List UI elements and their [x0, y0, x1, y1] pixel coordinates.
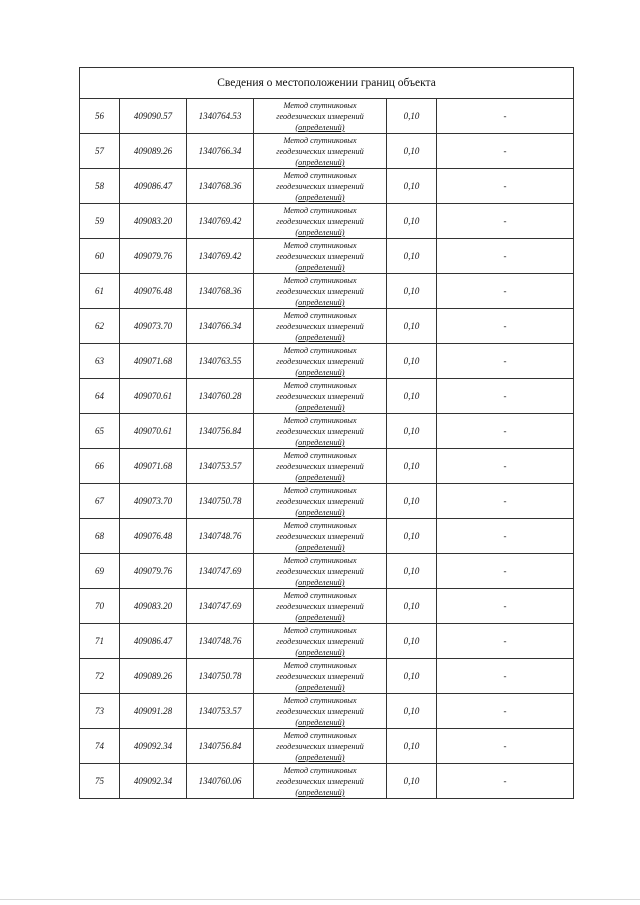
point-number: 73: [80, 694, 120, 729]
precision-value: 0,10: [387, 309, 437, 344]
table-row: [80, 309, 574, 344]
coord-x: 409076.48: [120, 274, 187, 309]
method-line3: (определений): [295, 717, 345, 727]
precision-value: 0,10: [387, 169, 437, 204]
method-line3: (определений): [295, 192, 345, 202]
method-line3: (определений): [295, 367, 345, 377]
method-cell: [254, 379, 387, 414]
precision-value: 0,10: [387, 624, 437, 659]
method-line1: Метод спутниковых: [283, 660, 357, 670]
precision-value: 0,10: [387, 274, 437, 309]
method-line3: (определений): [295, 787, 345, 797]
method-line1: Метод спутниковых: [283, 590, 357, 600]
point-number: 68: [80, 519, 120, 554]
coord-y: 1340747.69: [187, 554, 254, 589]
coord-y: 1340753.57: [187, 449, 254, 484]
method-line2: геодезических измерений: [276, 251, 364, 261]
method-line1: Метод спутниковых: [283, 100, 357, 110]
coord-y: 1340766.34: [187, 134, 254, 169]
method-cell: [254, 344, 387, 379]
method-line2: геодезических измерений: [276, 531, 364, 541]
point-number: 71: [80, 624, 120, 659]
method-line1: Метод спутниковых: [283, 555, 357, 565]
coord-y: 1340764.53: [187, 99, 254, 134]
coord-x: 409089.26: [120, 134, 187, 169]
coord-y: 1340748.76: [187, 624, 254, 659]
precision-value: 0,10: [387, 554, 437, 589]
method-cell: [254, 239, 387, 274]
point-number: 59: [80, 204, 120, 239]
method-line1: Метод спутниковых: [283, 730, 357, 740]
method-line3: (определений): [295, 262, 345, 272]
method-line1: Метод спутниковых: [283, 240, 357, 250]
coord-y: 1340768.36: [187, 274, 254, 309]
method-line2: геодезических измерений: [276, 496, 364, 506]
method-line1: Метод спутниковых: [283, 310, 357, 320]
table-row: [80, 519, 574, 554]
method-line3: (определений): [295, 752, 345, 762]
method-cell: [254, 694, 387, 729]
method-cell: [254, 554, 387, 589]
method-cell: [254, 99, 387, 134]
table-row: [80, 694, 574, 729]
method-line1: Метод спутниковых: [283, 275, 357, 285]
method-line3: (определений): [295, 577, 345, 587]
coord-x: 409086.47: [120, 624, 187, 659]
table-row: [80, 624, 574, 659]
point-number: 75: [80, 764, 120, 799]
note-value: -: [437, 484, 574, 519]
table-title: Сведения о местоположении границ объекта: [80, 68, 574, 99]
point-number: 64: [80, 379, 120, 414]
method-cell: [254, 729, 387, 764]
coord-y: 1340763.55: [187, 344, 254, 379]
note-value: -: [437, 274, 574, 309]
method-cell: [254, 274, 387, 309]
precision-value: 0,10: [387, 764, 437, 799]
page-bottom-rule: [0, 899, 640, 900]
note-value: -: [437, 379, 574, 414]
table-row: [80, 449, 574, 484]
precision-value: 0,10: [387, 344, 437, 379]
coord-x: 409073.70: [120, 309, 187, 344]
method-line3: (определений): [295, 157, 345, 167]
coord-x: 409083.20: [120, 204, 187, 239]
table-row: [80, 239, 574, 274]
coord-x: 409091.28: [120, 694, 187, 729]
method-line2: геодезических измерений: [276, 461, 364, 471]
point-number: 61: [80, 274, 120, 309]
coord-y: 1340760.28: [187, 379, 254, 414]
coord-x: 409073.70: [120, 484, 187, 519]
point-number: 67: [80, 484, 120, 519]
table-row: [80, 379, 574, 414]
coord-x: 409092.34: [120, 764, 187, 799]
point-number: 70: [80, 589, 120, 624]
table-row: [80, 554, 574, 589]
note-value: -: [437, 624, 574, 659]
coord-x: 409083.20: [120, 589, 187, 624]
method-line1: Метод спутниковых: [283, 450, 357, 460]
note-value: -: [437, 694, 574, 729]
method-line2: геодезических измерений: [276, 426, 364, 436]
precision-value: 0,10: [387, 729, 437, 764]
precision-value: 0,10: [387, 204, 437, 239]
method-line3: (определений): [295, 122, 345, 132]
note-value: -: [437, 554, 574, 589]
coord-x: 409076.48: [120, 519, 187, 554]
table-body: [80, 99, 574, 799]
precision-value: 0,10: [387, 519, 437, 554]
method-line3: (определений): [295, 647, 345, 657]
method-line1: Метод спутниковых: [283, 170, 357, 180]
method-cell: [254, 449, 387, 484]
precision-value: 0,10: [387, 414, 437, 449]
method-cell: [254, 134, 387, 169]
table-row: [80, 414, 574, 449]
method-line1: Метод спутниковых: [283, 415, 357, 425]
method-line1: Метод спутниковых: [283, 380, 357, 390]
coord-y: 1340753.57: [187, 694, 254, 729]
point-number: 65: [80, 414, 120, 449]
method-line3: (определений): [295, 507, 345, 517]
method-line1: Метод спутниковых: [283, 205, 357, 215]
method-cell: [254, 519, 387, 554]
table-row: [80, 344, 574, 379]
coord-x: 409086.47: [120, 169, 187, 204]
point-number: 58: [80, 169, 120, 204]
table-row: [80, 764, 574, 799]
precision-value: 0,10: [387, 694, 437, 729]
coord-x: 409071.68: [120, 449, 187, 484]
note-value: -: [437, 414, 574, 449]
method-line3: (определений): [295, 227, 345, 237]
precision-value: 0,10: [387, 239, 437, 274]
method-line2: геодезических измерений: [276, 286, 364, 296]
method-line3: (определений): [295, 437, 345, 447]
method-line3: (определений): [295, 297, 345, 307]
method-line2: геодезических измерений: [276, 706, 364, 716]
coord-x: 409090.57: [120, 99, 187, 134]
method-line2: геодезических измерений: [276, 671, 364, 681]
point-number: 57: [80, 134, 120, 169]
method-cell: [254, 169, 387, 204]
note-value: -: [437, 204, 574, 239]
table-row: [80, 274, 574, 309]
precision-value: 0,10: [387, 449, 437, 484]
method-line3: (определений): [295, 542, 345, 552]
method-line2: геодезических измерений: [276, 776, 364, 786]
point-number: 56: [80, 99, 120, 134]
point-number: 74: [80, 729, 120, 764]
method-line2: геодезических измерений: [276, 566, 364, 576]
precision-value: 0,10: [387, 659, 437, 694]
note-value: -: [437, 239, 574, 274]
table-row: [80, 204, 574, 239]
method-cell: [254, 764, 387, 799]
method-line3: (определений): [295, 402, 345, 412]
note-value: -: [437, 344, 574, 379]
precision-value: 0,10: [387, 379, 437, 414]
point-number: 69: [80, 554, 120, 589]
point-number: 72: [80, 659, 120, 694]
coord-x: 409089.26: [120, 659, 187, 694]
coord-x: 409071.68: [120, 344, 187, 379]
note-value: -: [437, 169, 574, 204]
method-line1: Метод спутниковых: [283, 695, 357, 705]
method-line2: геодезических измерений: [276, 391, 364, 401]
coord-y: 1340756.84: [187, 729, 254, 764]
table-row: [80, 484, 574, 519]
method-line2: геодезических измерений: [276, 181, 364, 191]
coord-y: 1340766.34: [187, 309, 254, 344]
method-line1: Метод спутниковых: [283, 765, 357, 775]
table-row: [80, 659, 574, 694]
method-cell: [254, 589, 387, 624]
coord-x: 409079.76: [120, 554, 187, 589]
boundary-coordinates-table: [79, 67, 574, 799]
method-line3: (определений): [295, 682, 345, 692]
coord-x: 409070.61: [120, 414, 187, 449]
method-line2: геодезических измерений: [276, 356, 364, 366]
table-row: [80, 729, 574, 764]
coord-y: 1340768.36: [187, 169, 254, 204]
method-line1: Метод спутниковых: [283, 345, 357, 355]
note-value: -: [437, 309, 574, 344]
method-line2: геодезических измерений: [276, 601, 364, 611]
method-line2: геодезических измерений: [276, 146, 364, 156]
method-line2: геодезических измерений: [276, 741, 364, 751]
coord-y: 1340747.69: [187, 589, 254, 624]
coord-x: 409079.76: [120, 239, 187, 274]
method-line2: геодезических измерений: [276, 216, 364, 226]
method-line3: (определений): [295, 612, 345, 622]
coord-y: 1340748.76: [187, 519, 254, 554]
table-row: [80, 99, 574, 134]
note-value: -: [437, 659, 574, 694]
coord-y: 1340769.42: [187, 204, 254, 239]
coord-y: 1340760.06: [187, 764, 254, 799]
note-value: -: [437, 764, 574, 799]
precision-value: 0,10: [387, 99, 437, 134]
point-number: 62: [80, 309, 120, 344]
method-cell: [254, 204, 387, 239]
coord-y: 1340756.84: [187, 414, 254, 449]
note-value: -: [437, 134, 574, 169]
coord-y: 1340750.78: [187, 484, 254, 519]
precision-value: 0,10: [387, 589, 437, 624]
note-value: -: [437, 589, 574, 624]
coord-x: 409070.61: [120, 379, 187, 414]
method-cell: [254, 484, 387, 519]
note-value: -: [437, 519, 574, 554]
point-number: 60: [80, 239, 120, 274]
coord-x: 409092.34: [120, 729, 187, 764]
precision-value: 0,10: [387, 134, 437, 169]
method-line1: Метод спутниковых: [283, 625, 357, 635]
note-value: -: [437, 99, 574, 134]
method-line2: геодезических измерений: [276, 321, 364, 331]
point-number: 63: [80, 344, 120, 379]
method-line3: (определений): [295, 472, 345, 482]
method-line1: Метод спутниковых: [283, 135, 357, 145]
table-row: [80, 169, 574, 204]
table-row: [80, 589, 574, 624]
coord-y: 1340769.42: [187, 239, 254, 274]
method-line1: Метод спутниковых: [283, 520, 357, 530]
method-line3: (определений): [295, 332, 345, 342]
point-number: 66: [80, 449, 120, 484]
note-value: -: [437, 729, 574, 764]
precision-value: 0,10: [387, 484, 437, 519]
method-line1: Метод спутниковых: [283, 485, 357, 495]
table-row: [80, 134, 574, 169]
method-line2: геодезических измерений: [276, 111, 364, 121]
method-cell: [254, 659, 387, 694]
note-value: -: [437, 449, 574, 484]
method-cell: [254, 309, 387, 344]
method-line2: геодезических измерений: [276, 636, 364, 646]
method-cell: [254, 624, 387, 659]
coord-y: 1340750.78: [187, 659, 254, 694]
method-cell: [254, 414, 387, 449]
